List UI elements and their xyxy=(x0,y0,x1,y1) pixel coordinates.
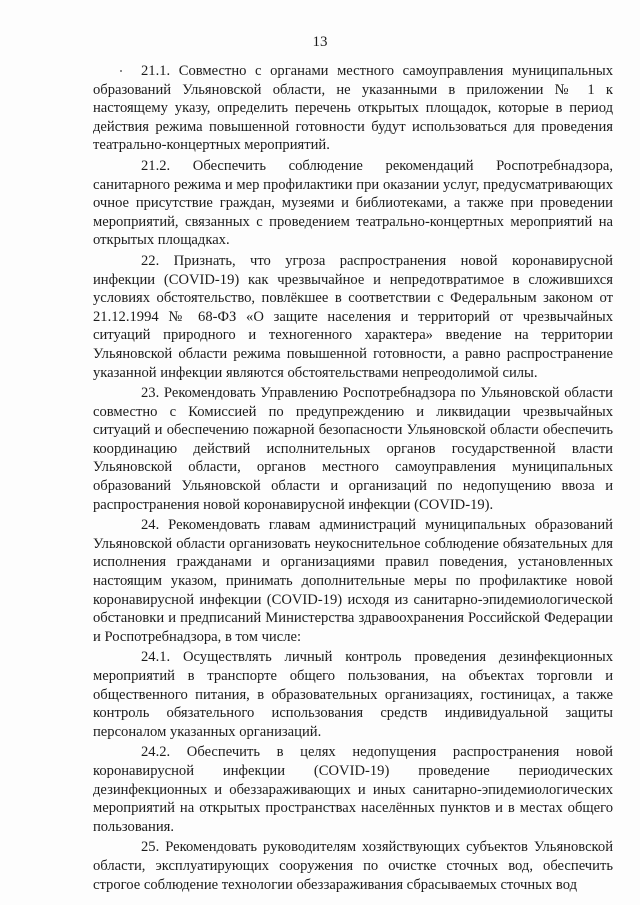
paragraph-24: 24. Рекомендовать главам администраций муниципальных образований Ульяновской области организовать неукоснительное соблюдение обязательных для исполнения гражданами и организациями правил поведения, установленных настоящим указом, принимать дополнительные меры по профилактике новой коронавирусной инфекции (COVID-19) исходя из санитарно-эпидемиологической обстановки и предписаний Министерства здравоохранения Российской Федерации и Роспотребнадзора, в том числе: xyxy=(93,517,613,645)
paragraph-24-1: 24.1. Осуществлять личный контроль проведения дезинфекционных мероприятий в транспорте общего пользования, на объектах торговли и общественного питания, в образовательных организациях, гостиницах, а также контроль обязательного использования средств индивидуальной защиты персоналом указанных организаций. xyxy=(93,649,613,740)
page-number: 13 xyxy=(312,34,328,50)
paragraph-22: 22. Признать, что угроза распространения новой коронавирусной инфекции (COVID-19) как чрезвычайное и непредотвратимое в сложившихся условиях обстоятельство, повлёкшее в соответствии с Федеральным законом от 21.12.1994 № 68-ФЗ «О защите населения и территорий от чрезвычайных ситуаций природного и техногенного характера» введение на территории Ульяновской области режима повышенной готовности, а равно распространение указанной инфекции являются обстоятельствами непреодолимой силы. xyxy=(93,252,613,381)
paragraph-25: 25. Рекомендовать руководителям хозяйствующих субъектов Ульяновской области, эксплуатирующих сооружения по очистке сточных вод, обеспечить строгое соблюдение технологии обеззараживания сбрасываемых сточных вод xyxy=(93,839,613,893)
document-body xyxy=(93,62,613,896)
paragraph-21-2: 21.2. Обеспечить соблюдение рекомендаций Роспотребнадзора, санитарного режима и мер профилактики при оказании услуг, предусматривающих очное присутствие граждан, музеями и библиотеками, а также при проведении мероприятий, связанных с проведением театрально-концертных мероприятий на открытых площадках. xyxy=(93,157,613,249)
paragraph-21-1: 21.1. Совместно с органами местного самоуправления муниципальных образований Ульяновской области, не указанными в приложении № 1 к настоящему указу, определить перечень открытых площадок, которые в период действия режима повышенной готовности будут использоваться для проведения театрально-концертных мероприятий. xyxy=(93,63,613,154)
paragraph-23: 23. Рекомендовать Управлению Роспотребнадзора по Ульяновской области совместно с Комиссией по предупреждению и ликвидации чрезвычайных ситуаций и обеспечению пожарной безопасности Ульяновской области обеспечить координацию действий исполнительных органов государственной власти Ульяновской области, органов местного самоуправления муниципальных образований Ульяновской области и организаций по недопущению ввоза и распространения новой коронавирусной инфекции (COVID-19). xyxy=(93,385,613,513)
paragraph-24-2: 24.2. Обеспечить в целях недопущения распространения новой коронавирусной инфекции (COVID-19) проведение периодических дезинфекционных и обеззараживающих и иных санитарно-эпидемиологических мероприятий на открытых пространствах населённых пунктов и в местах общего пользования. xyxy=(93,744,613,835)
